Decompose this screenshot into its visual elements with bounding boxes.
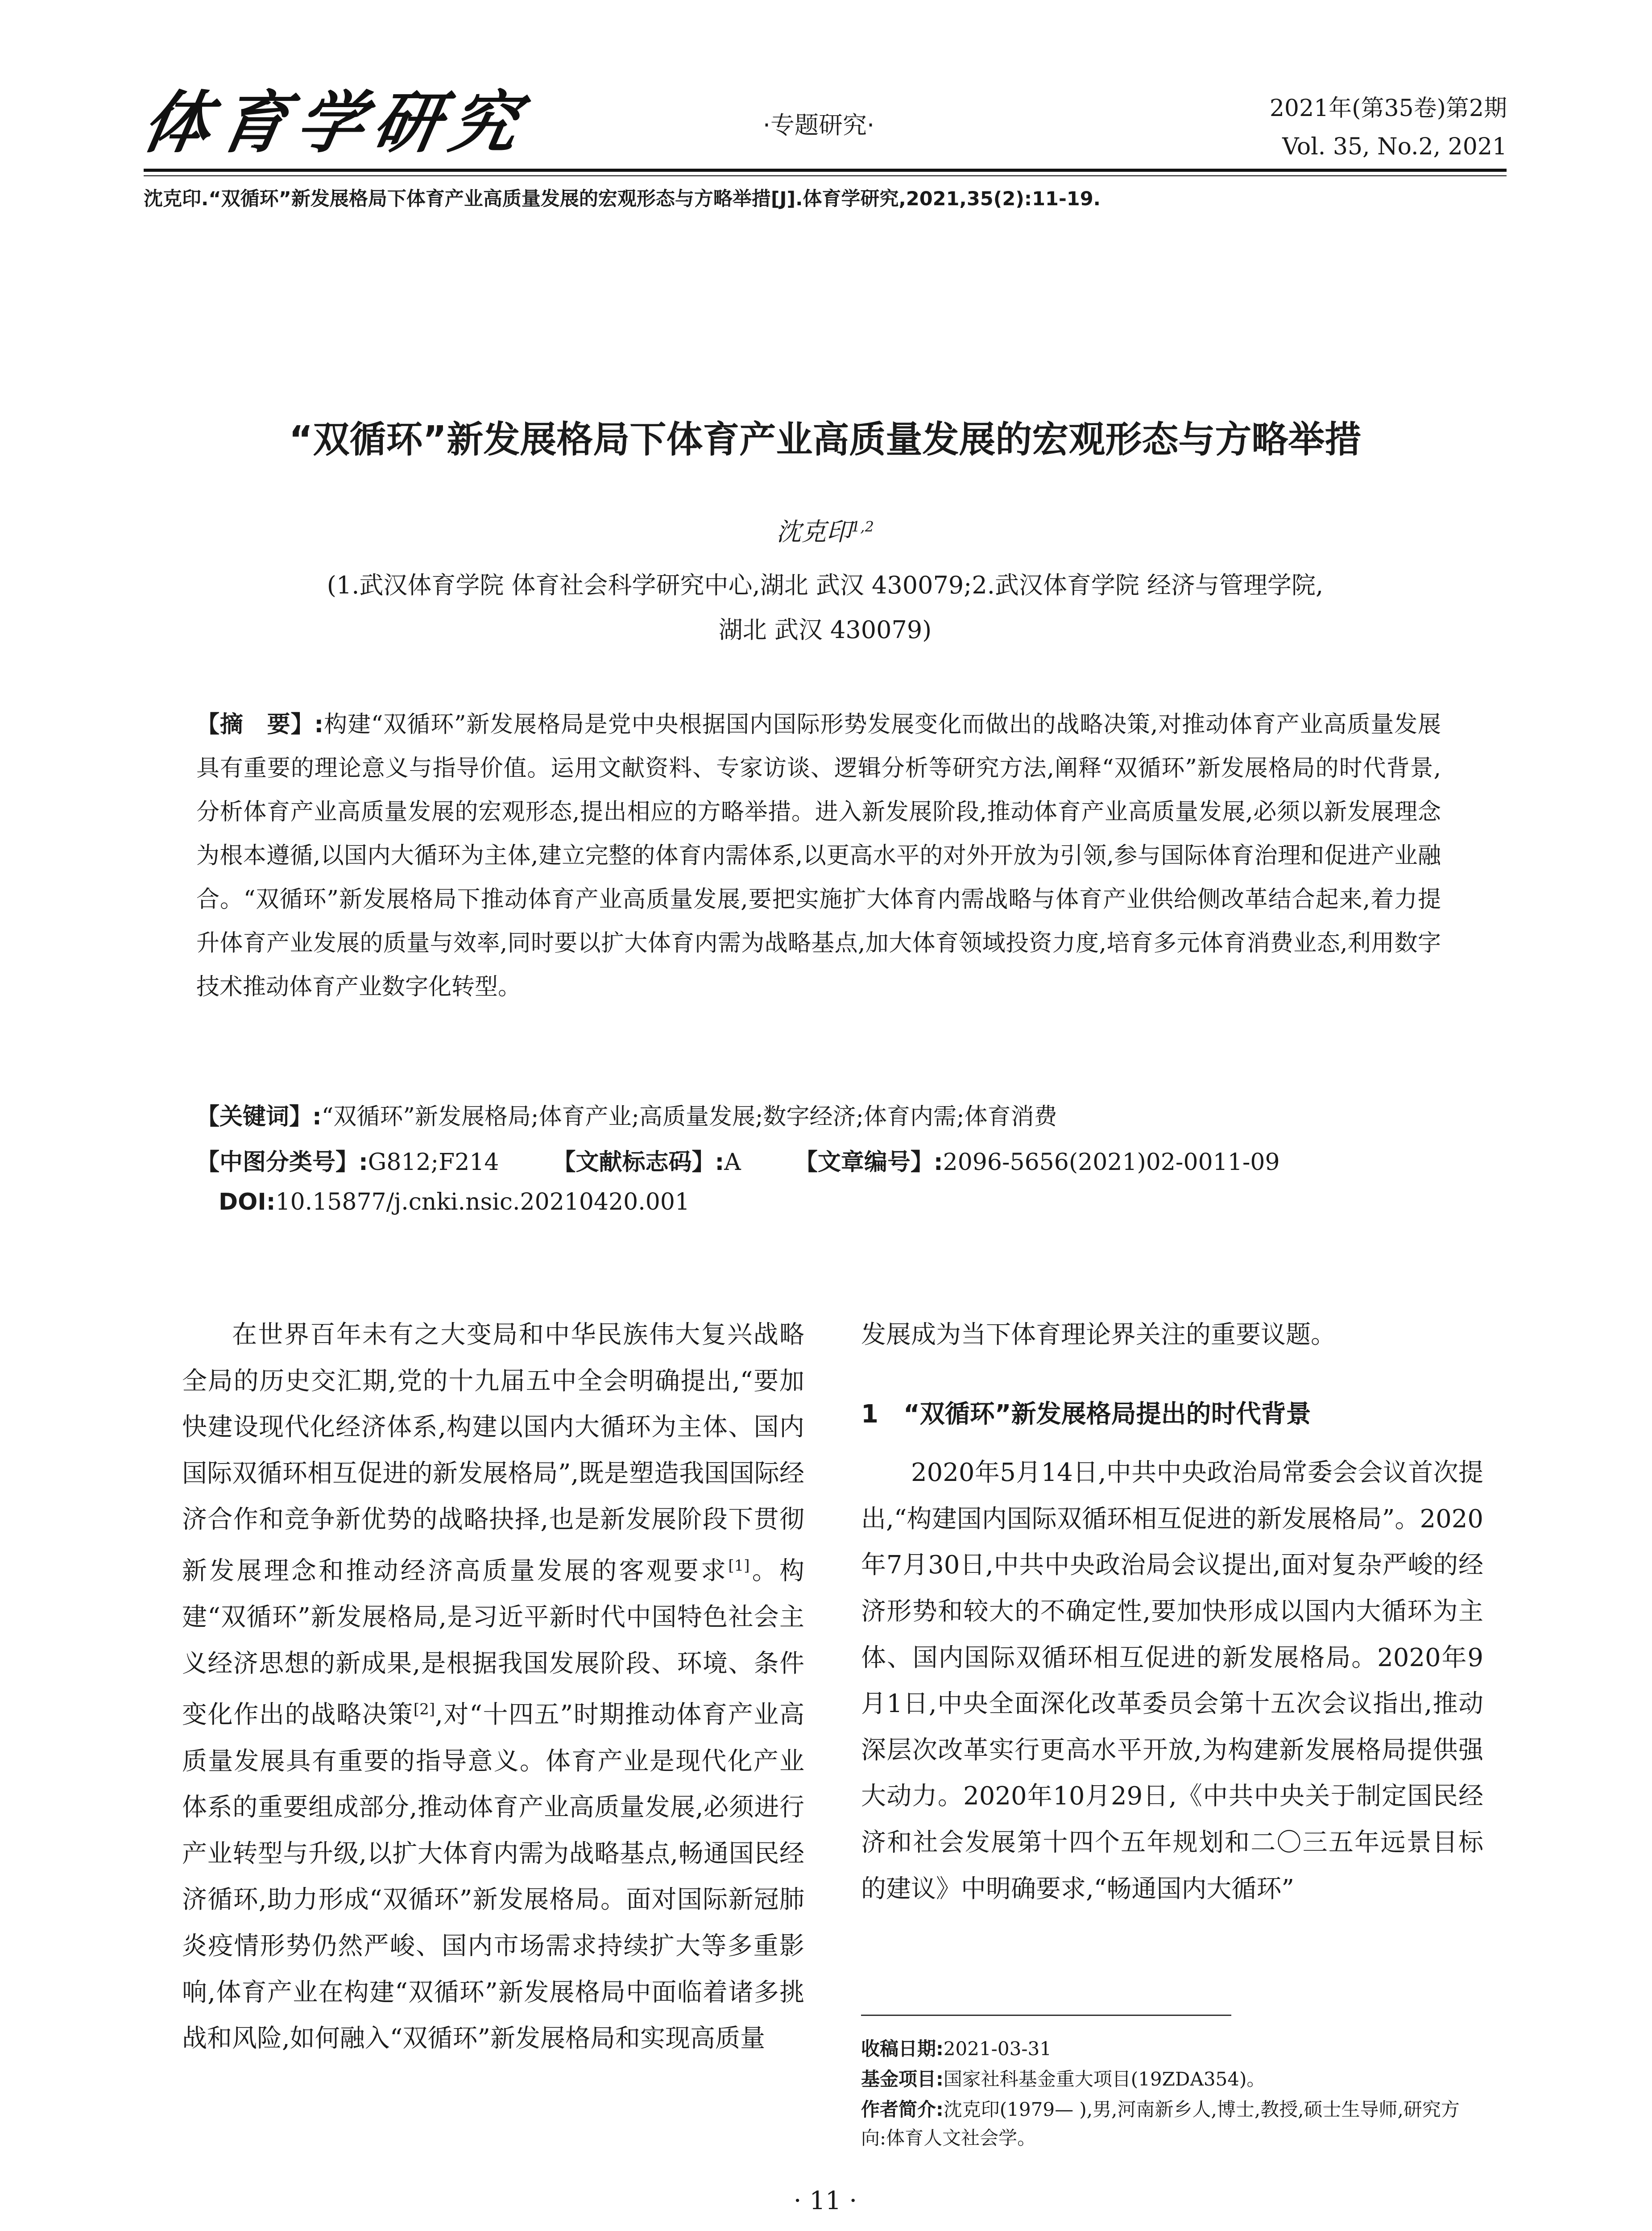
- body-column-left: [182, 1312, 804, 2062]
- column-tag: ·专题研究·: [762, 111, 875, 139]
- intro-text-part-2: 。构建“双循环”新发展格局,是习近平新时代中国特色社会主义经济思想的新成果,是根据我国发展阶段、环境、条件变化作出的战略决策: [182, 1556, 805, 1730]
- abstract-text: 构建“双循环”新发展格局是党中央根据国内国际形势发展变化而做出的战略决策,对推动体育产业高质量发展具有重要的理论意义与指导价值。运用文献资料、专家访谈、逻辑分析等研究方法,阐释“双循环”新发展格局的时代背景,分析体育产业高质量发展的宏观形态,提出相应的方略举措。进入新发展阶段,推动体育产业高质量发展,必须以新发展理念为根本遵循,以国内大循环为主体,建立完整的体育内需体系,以更高水平的对外开放为引领,参与国际体育治理和促进产业融合。“双循环”新发展格局下推动体育产业高质量发展,要把实施扩大体育内需战略与体育产业供给侧改革结合起来,着力提升体育产业发展的质量与效率,同时要以扩大体育内需为战略基点,加大体育领域投资力度,培育多元体育消费业态,利用数字技术推动体育产业数字化转型。: [196, 711, 1441, 1000]
- issue-cn: 2021年(第35卷)第2期: [1269, 95, 1507, 122]
- reference-1[interactable]: [1]: [728, 1556, 750, 1575]
- keywords-line: [196, 1098, 1057, 1131]
- doi-label: DOI:: [219, 1189, 276, 1215]
- section-1-heading: 1 “双循环”新发展格局提出的时代背景: [861, 1399, 1311, 1429]
- keywords-label: 【关键词】:: [196, 1103, 322, 1130]
- section-1-paragraph: 2020年5月14日,中共中央政治局常委会会议首次提出,“构建国内国际双循环相互促进的新发展格局”。2020年7月30日,中共中央政治局会议提出,面对复杂严峻的经济形势和较大的不确定性,要加快形成以国内大循环为主体、国内国际双循环相互促进的新发展格局。2020年9月1日,中央全面深化改革委员会第十五次会议指出,推动深层次改革实行更高水平开放,为构建新发展格局提供强大动力。2020年10月29日,《中共中央关于制定国民经济和社会发展第十四个五年规划和二〇三五年远景目标的建议》中明确要求,“畅通国内大循环”: [861, 1458, 1483, 1903]
- header-rule-thin: [144, 175, 1507, 176]
- classification-line: [196, 1143, 1280, 1177]
- bio-label: 作者简介:: [861, 2098, 944, 2120]
- doc-code-label: 【文献标志码】:: [552, 1149, 725, 1176]
- article-no-label: 【文章编号】:: [794, 1149, 943, 1176]
- footnote-rule: [861, 2015, 1231, 2016]
- author-name: 沈克印: [776, 518, 852, 547]
- received-label: 收稿日期:: [861, 2038, 944, 2060]
- abstract-label: 【摘 要】:: [196, 711, 324, 738]
- clc-label: 【中图分类号】:: [196, 1149, 368, 1176]
- fund-info: [861, 2065, 1483, 2094]
- abstract: [196, 703, 1441, 1009]
- reference-2[interactable]: [2]: [413, 1700, 435, 1719]
- doi-value: 10.15877/j.cnki.nsic.20210420.001: [275, 1189, 690, 1215]
- issue-en: Vol. 35, No.2, 2021: [1282, 133, 1507, 160]
- page-number: · 11 ·: [793, 2186, 857, 2215]
- fund-value: 国家社科基金重大项目(19ZDA354)。: [943, 2068, 1266, 2090]
- bio-value: 沈克印(1979— ),男,河南新乡人,博士,教授,硕士生导师,研究方向:体育人文社会学。: [861, 2098, 1460, 2149]
- intro-text-part-1: 在世界百年未有之大变局和中华民族伟大复兴战略全局的历史交汇期,党的十九届五中全会明确提出,“要加快建设现代化经济体系,构建以国内大循环为主体、国内国际双循环相互促进的新发展格局”,既是塑造我国国际经济合作和竞争新优势的战略抉择,也是新发展阶段下贯彻新发展理念和推动经济高质量发展的客观要求: [182, 1320, 804, 1586]
- author-bio: [861, 2095, 1483, 2152]
- doi-line: [219, 1189, 690, 1215]
- footnotes: [861, 2035, 1483, 2154]
- doc-code-value: A: [724, 1149, 741, 1176]
- intro-paragraph-continued: 发展成为当下体育理论界关注的重要议题。: [861, 1320, 1336, 1349]
- clc-value: G812;F214: [368, 1149, 499, 1176]
- author-affiliation-marks: 1,2: [851, 518, 874, 535]
- header-rule-thick: [144, 169, 1507, 172]
- intro-text-part-3: ,对“十四五”时期推动体育产业高质量发展具有重要的指导意义。体育产业是现代化产业体系的重要组成部分,推动体育产业高质量发展,必须进行产业转型与升级,以扩大体育内需为战略基点,畅通国民经济循环,助力形成“双循环”新发展格局。面对国际新冠肺炎疫情形势仍然严峻、国内市场需求持续扩大等多重影响,体育产业在构建“双循环”新发展格局中面临着诸多挑战和风险,如何融入“双循环”新发展格局和实现高质量: [182, 1700, 805, 2053]
- article-no-value: 2096-5656(2021)02-0011-09: [943, 1149, 1280, 1176]
- received-date: [861, 2035, 1483, 2063]
- body-column-right: [861, 1312, 1483, 1912]
- article-title: “双循环”新发展格局下体育产业高质量发展的宏观形态与方略举措: [289, 419, 1362, 461]
- journal-logo: 体育学研究: [137, 83, 534, 162]
- received-value: 2021-03-31: [943, 2038, 1052, 2060]
- citation-line: 沈克印.“双循环”新发展格局下体育产业高质量发展的宏观形态与方略举措[J].体育学研究,2021,35(2):11-19.: [144, 188, 1101, 210]
- issue-info: [1270, 89, 1507, 166]
- affiliation-line-1: (1.武汉体育学院 体育社会科学研究中心,湖北 武汉 430079;2.武汉体育学院 经济与管理学院,: [327, 571, 1324, 599]
- intro-paragraph: [182, 1312, 804, 2062]
- author-line: [144, 512, 1507, 548]
- keywords: “双循环”新发展格局;体育产业;高质量发展;数字经济;体育内需;体育消费: [321, 1103, 1057, 1130]
- affiliation-line-2: 湖北 武汉 430079): [718, 616, 932, 644]
- affiliation: [144, 563, 1507, 652]
- fund-label: 基金项目:: [861, 2068, 944, 2090]
